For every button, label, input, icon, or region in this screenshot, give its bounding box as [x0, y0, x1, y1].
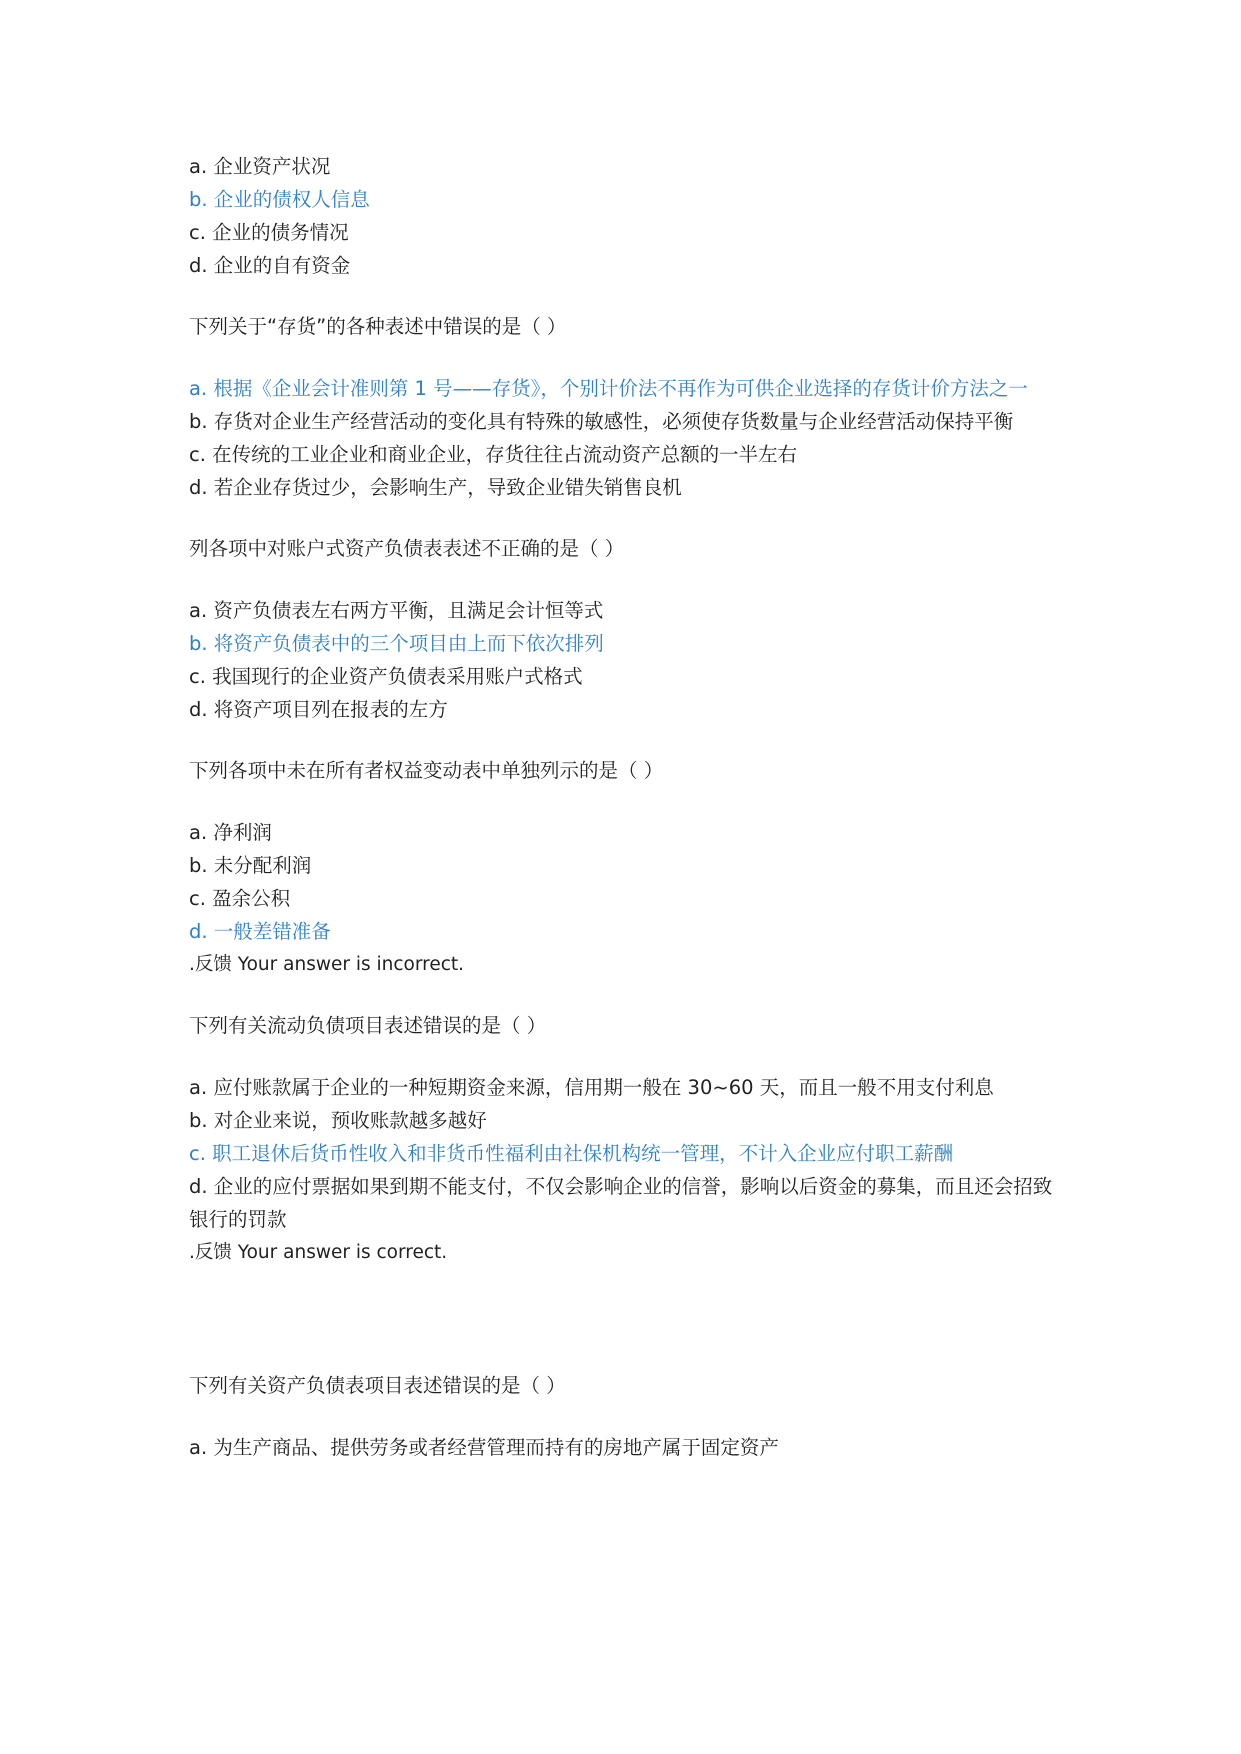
quiz-content	[189, 150, 1059, 1464]
option-a: a. 净利润	[189, 821, 272, 844]
question-block	[189, 532, 1059, 726]
option-b-correct: b. 企业的债权人信息	[189, 188, 370, 211]
option-d: d. 企业的应付票据如果到期不能支付，不仅会影响企业的信誉，影响以后资金的募集，而且还会招致银行的罚款	[189, 1175, 1053, 1231]
option-b: b. 未分配利润	[189, 854, 312, 877]
question-prompt: 下列有关资产负债表项目表述错误的是（ ）	[189, 1374, 566, 1397]
option-d: d. 若企业存货过少，会影响生产，导致企业错失销售良机	[189, 476, 682, 499]
question-block	[189, 1369, 1059, 1464]
option-c: c. 我国现行的企业资产负债表采用账户式格式	[189, 665, 583, 688]
question-prompt: 下列各项中未在所有者权益变动表中单独列示的是（ ）	[189, 759, 664, 782]
option-a: a. 资产负债表左右两方平衡，且满足会计恒等式	[189, 599, 604, 622]
option-a-correct: a. 根据《企业会计准则第 1 号——存货》，个别计价法不再作为可供企业选择的存货计价方法之一	[189, 377, 1028, 400]
question-block	[189, 1009, 1059, 1269]
question-prompt: 列各项中对账户式资产负债表表述不正确的是（ ）	[189, 537, 625, 560]
option-a: a. 企业资产状况	[189, 155, 331, 178]
option-a: a. 为生产商品、提供劳务或者经营管理而持有的房地产属于固定资产	[189, 1436, 779, 1459]
answer-feedback: .反馈 Your answer is incorrect.	[189, 954, 465, 975]
option-c: c. 在传统的工业企业和商业企业，存货往往占流动资产总额的一半左右	[189, 443, 798, 466]
option-d: d. 企业的自有资金	[189, 254, 351, 277]
option-d: d. 将资产项目列在报表的左方	[189, 698, 448, 721]
option-c-correct: c. 职工退休后货币性收入和非货币性福利由社保机构统一管理，不计入企业应付职工薪酬	[189, 1142, 954, 1165]
option-b: b. 存货对企业生产经营活动的变化具有特殊的敏感性，必须使存货数量与企业经营活动保持平衡	[189, 410, 1014, 433]
option-b-correct: b. 将资产负债表中的三个项目由上而下依次排列	[189, 632, 604, 655]
question-prompt: 下列关于“存货”的各种表述中错误的是（ ）	[189, 315, 567, 338]
question-block	[189, 754, 1059, 981]
option-c: c. 盈余公积	[189, 887, 291, 910]
option-a: a. 应付账款属于企业的一种短期资金来源，信用期一般在 30~60 天，而且一般不用支付利息	[189, 1076, 994, 1099]
option-d-correct: d. 一般差错准备	[189, 920, 331, 943]
question-block	[189, 150, 1059, 282]
option-b: b. 对企业来说，预收账款越多越好	[189, 1109, 487, 1132]
question-prompt: 下列有关流动负债项目表述错误的是（ ）	[189, 1014, 547, 1037]
question-block	[189, 310, 1059, 504]
answer-feedback: .反馈 Your answer is correct.	[189, 1242, 448, 1263]
option-c: c. 企业的债务情况	[189, 221, 349, 244]
